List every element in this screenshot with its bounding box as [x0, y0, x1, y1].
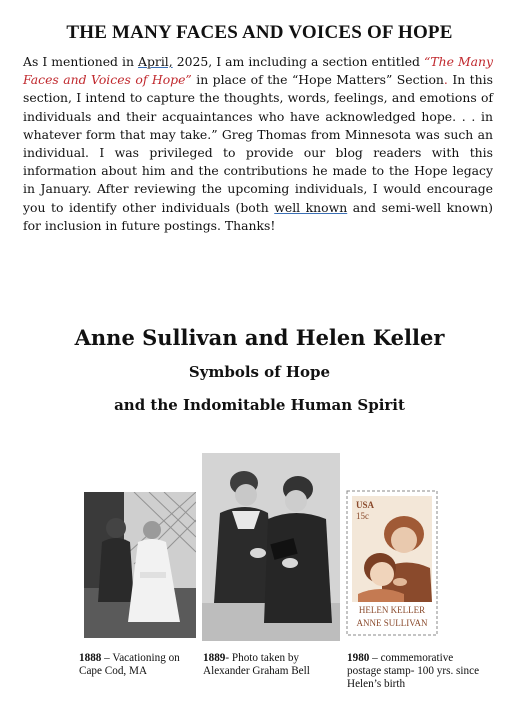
- intro-month: April,: [138, 54, 173, 69]
- stamp-line-1: HELEN KELLER: [358, 605, 426, 615]
- photo-1889-bell: [202, 453, 340, 641]
- section-heading: Anne Sullivan and Helen Keller: [74, 325, 445, 350]
- caption-year: 1888: [79, 652, 102, 664]
- caption-1889: [203, 652, 345, 678]
- caption-text: - Photo taken by Alexander Graham Bell: [203, 652, 310, 677]
- caption-1888: [79, 652, 201, 678]
- stamp-value: 15c: [356, 511, 369, 521]
- stamp-line-2: ANNE SULLIVAN: [356, 618, 428, 628]
- intro-period: .: [443, 72, 448, 88]
- section-subheading-1: Symbols of Hope: [188, 363, 331, 381]
- intro-text-5: and semi-well known) for inclusion in future postings. Thanks!: [23, 199, 494, 233]
- caption-text: – Vacationing on Cape Cod, MA: [79, 652, 180, 677]
- intro-paragraph: [23, 53, 493, 235]
- caption-year: 1889: [203, 652, 226, 664]
- stamp-country: USA: [356, 500, 375, 510]
- intro-text-2: 2025, I am including a section entitled: [172, 54, 424, 69]
- photo-1888-cape-cod: [84, 492, 196, 638]
- intro-text-1: As I mentioned in: [23, 54, 139, 69]
- intro-text-3: in place of the “Hope Matters” Section: [191, 72, 444, 88]
- well-known-term: well known: [274, 199, 348, 215]
- stamp-1980: [346, 490, 438, 636]
- section-subheading-2: and the Indomitable Human Spirit: [114, 396, 405, 414]
- page-title: THE MANY FACES AND VOICES OF HOPE: [66, 22, 453, 43]
- section-name: “The Many Faces and Voices of Hope”: [23, 54, 494, 88]
- intro-text-4: In this section, I intend to capture the thoughts, words, feelings, and emotions of individuals and their acquaintances who have acknowledged hope. . . in whatever form that may take.” Greg Thomas from Minnesota was such an individual. I was privileged to provide our blog readers with this information about him and the contributions he made to the Hope legacy in January. After reviewing the upcoming individuals, I would encourage you to identify other individuals (both: [23, 72, 493, 215]
- caption-year: 1980: [347, 652, 370, 664]
- caption-1980: [347, 652, 487, 691]
- caption-text: – commemorative postage stamp- 100 yrs. since Helen’s birth: [347, 652, 480, 690]
